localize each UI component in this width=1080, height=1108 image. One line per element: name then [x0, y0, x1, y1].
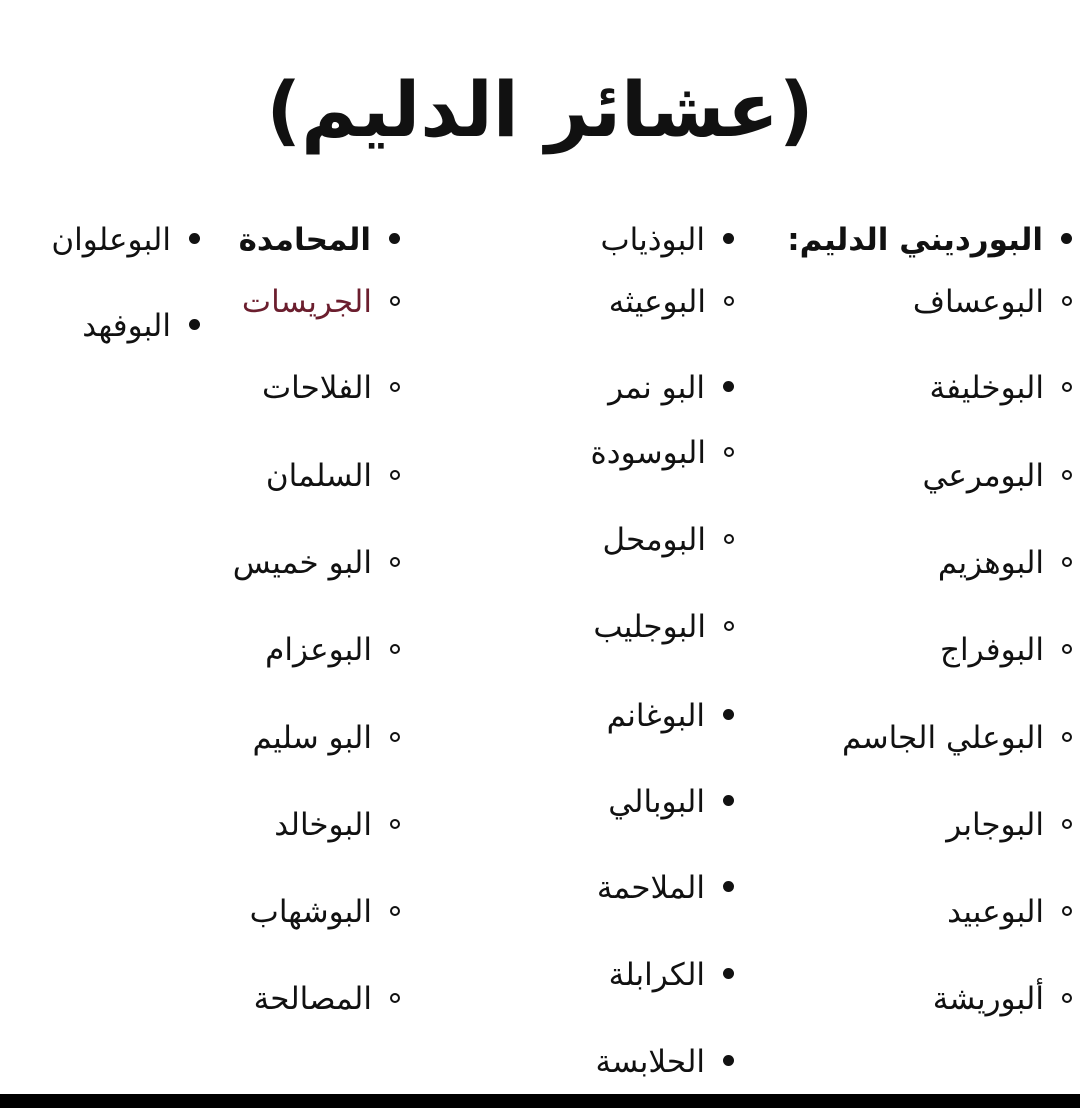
- bullet-circle-icon: [390, 906, 400, 916]
- bullet-disc-icon: [189, 233, 200, 244]
- list-item: [593, 605, 734, 649]
- list-item-label: ألبوريشة: [932, 981, 1044, 1017]
- list-item-label: المحامدة: [238, 222, 371, 258]
- list-item-label: الحلابسة: [595, 1044, 705, 1080]
- list-item-label: البوشهاب: [249, 894, 372, 930]
- list-item-label: البوعيثه: [608, 284, 706, 320]
- list-item: [250, 890, 400, 934]
- list-item-label: البوجليب: [593, 609, 706, 645]
- list-item-label: البوفراج: [940, 632, 1044, 668]
- list-item-label: البوسودة: [590, 435, 706, 471]
- bullet-disc-icon: [723, 881, 734, 892]
- list-item: [252, 716, 400, 760]
- list-item: [274, 803, 400, 847]
- list-item: [929, 366, 1072, 410]
- list-item-label: البوفهد: [82, 308, 171, 344]
- list-item: [601, 218, 735, 262]
- list-item: [242, 280, 400, 324]
- list-item: [254, 977, 400, 1021]
- bullet-circle-icon: [1062, 644, 1072, 654]
- list-item-label: البوخليفة: [929, 370, 1044, 406]
- bullet-circle-icon: [390, 993, 400, 1003]
- bullet-circle-icon: [724, 534, 734, 544]
- list-item: [608, 780, 734, 824]
- list-item: [607, 694, 734, 738]
- list-item: [933, 977, 1072, 1021]
- bullet-circle-icon: [390, 732, 400, 742]
- page-title: (عشائر الدليم): [266, 65, 814, 154]
- list-item-label: البومرعي: [922, 458, 1044, 494]
- bullet-disc-icon: [723, 381, 734, 392]
- bullet-circle-icon: [1062, 296, 1072, 306]
- bullet-circle-icon: [390, 644, 400, 654]
- list-item: [596, 1040, 734, 1084]
- bullet-disc-icon: [723, 795, 734, 806]
- bullet-circle-icon: [724, 447, 734, 457]
- list-item-label: البوعلوان: [51, 222, 171, 258]
- bullet-disc-icon: [723, 233, 734, 244]
- list-item: [51, 218, 200, 262]
- bullet-circle-icon: [390, 382, 400, 392]
- list-item: [82, 304, 200, 348]
- list-item-label: البوهزيم: [937, 545, 1044, 581]
- list-item-label: الكرابلة: [608, 957, 705, 993]
- bullet-disc-icon: [723, 709, 734, 720]
- list-item-label: البوبالي: [608, 784, 705, 820]
- bullet-circle-icon: [390, 296, 400, 306]
- list-item: [609, 953, 734, 997]
- list-item-label: المصالحة: [253, 981, 372, 1017]
- list-item: [946, 803, 1072, 847]
- bullet-disc-icon: [1061, 233, 1072, 244]
- bottom-bar: [0, 1094, 1080, 1108]
- bullet-circle-icon: [1062, 819, 1072, 829]
- bullet-disc-icon: [723, 968, 734, 979]
- bullet-circle-icon: [724, 621, 734, 631]
- list-item: [923, 454, 1072, 498]
- list-item: [266, 454, 400, 498]
- bullet-circle-icon: [390, 819, 400, 829]
- bullet-circle-icon: [1062, 557, 1072, 567]
- list-item-label: الملاحمة: [596, 870, 705, 906]
- list-item-label: البوخالد: [274, 807, 372, 843]
- list-item-label: السلمان: [265, 458, 372, 494]
- list-item: [609, 280, 734, 324]
- list-item: [947, 890, 1072, 934]
- bullet-disc-icon: [723, 1055, 734, 1066]
- list-item: [608, 366, 734, 410]
- list-item-label: البوعزام: [265, 632, 372, 668]
- list-item-label: الفلاحات: [261, 370, 372, 406]
- list-item-label: البوعلي الجاسم: [842, 720, 1044, 756]
- list-item: [591, 431, 734, 475]
- list-item: [602, 518, 734, 562]
- list-item: [842, 716, 1072, 760]
- list-item: [265, 628, 400, 672]
- list-item-label: البورديني الدليم:: [787, 222, 1043, 258]
- bullet-circle-icon: [1062, 906, 1072, 916]
- bullet-circle-icon: [1062, 993, 1072, 1003]
- bullet-circle-icon: [1062, 382, 1072, 392]
- list-item-label: البوغانم: [606, 698, 705, 734]
- bullet-circle-icon: [724, 296, 734, 306]
- list-item-label: البوجابر: [946, 807, 1044, 843]
- list-item: [913, 280, 1072, 324]
- bullet-disc-icon: [189, 319, 200, 330]
- bullet-circle-icon: [1062, 470, 1072, 480]
- list-item: [940, 628, 1072, 672]
- list-item: [597, 866, 734, 910]
- list-item-label: الجريسات: [241, 284, 372, 320]
- list-item-label: البو خميس: [232, 545, 372, 581]
- bullet-circle-icon: [390, 557, 400, 567]
- bullet-circle-icon: [390, 470, 400, 480]
- bullet-circle-icon: [1062, 732, 1072, 742]
- list-item: [233, 541, 400, 585]
- list-item: [262, 366, 400, 410]
- list-item: [938, 541, 1072, 585]
- list-item-label: البو نمر: [608, 370, 705, 406]
- list-item: [239, 218, 400, 262]
- bullet-disc-icon: [389, 233, 400, 244]
- list-item-label: البو سليم: [252, 720, 372, 756]
- list-item-label: البومحل: [602, 522, 706, 558]
- list-item-label: البوذياب: [600, 222, 705, 258]
- list-item-label: البوعبيد: [947, 894, 1044, 930]
- list-item: [787, 218, 1072, 262]
- list-item-label: البوعساف: [912, 284, 1044, 320]
